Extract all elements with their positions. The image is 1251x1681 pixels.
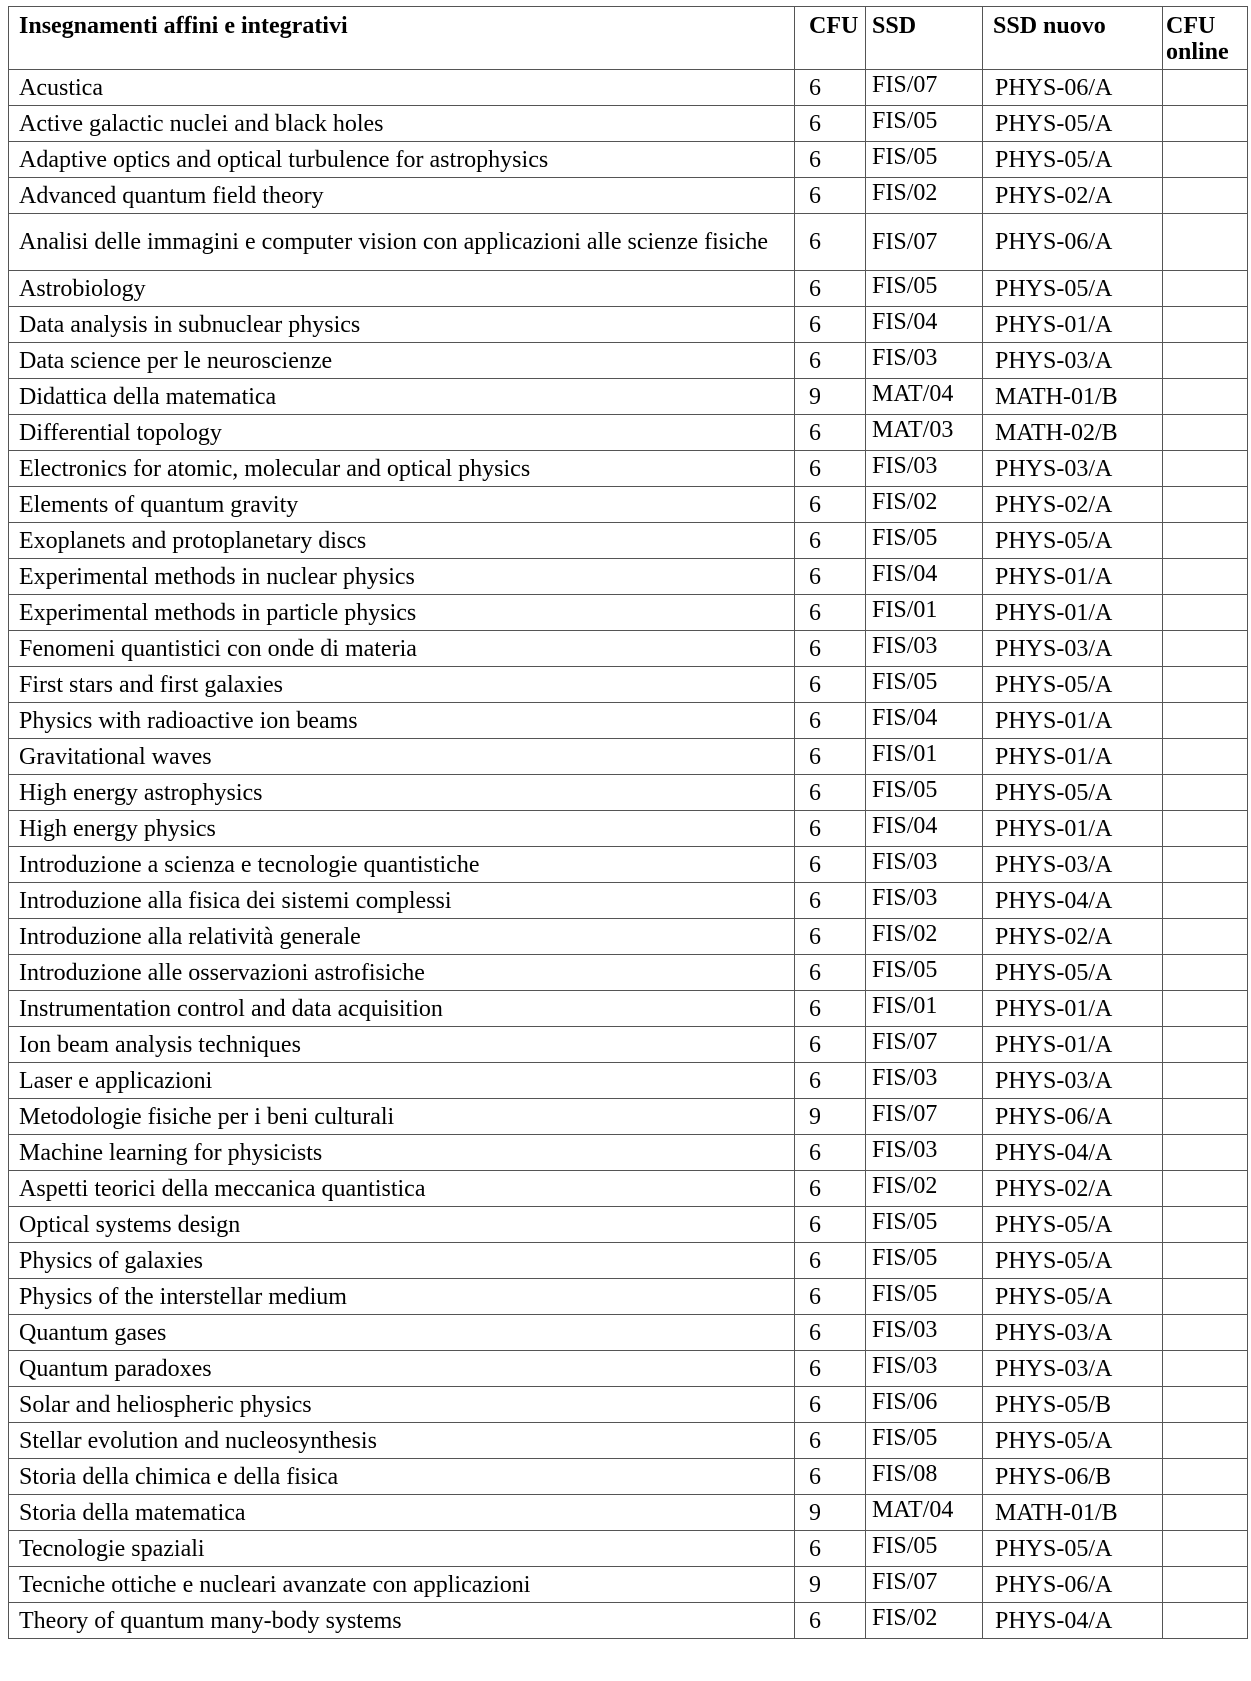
cfu-online-cell — [1163, 667, 1248, 703]
table-row — [9, 919, 1248, 955]
table-row — [9, 1063, 1248, 1099]
course-name-cell: High energy astrophysics — [9, 775, 795, 811]
ssd-cell: FIS/05 — [866, 142, 983, 178]
table-row — [9, 106, 1248, 142]
course-name-cell: Differential topology — [9, 415, 795, 451]
cfu-online-cell — [1163, 703, 1248, 739]
ssd-cell: FIS/06 — [866, 1387, 983, 1423]
course-name-cell: Data science per le neuroscienze — [9, 343, 795, 379]
table-row — [9, 178, 1248, 214]
cfu-cell: 6 — [795, 523, 866, 559]
ssd-nuovo-cell: PHYS-05/A — [983, 142, 1163, 178]
ssd-nuovo-cell: PHYS-05/A — [983, 523, 1163, 559]
course-name-cell: Ion beam analysis techniques — [9, 1027, 795, 1063]
ssd-nuovo-cell: PHYS-02/A — [983, 487, 1163, 523]
course-name-cell: Solar and heliospheric physics — [9, 1387, 795, 1423]
cfu-online-cell — [1163, 307, 1248, 343]
ssd-cell: FIS/01 — [866, 595, 983, 631]
ssd-cell: FIS/03 — [866, 343, 983, 379]
cfu-cell: 6 — [795, 214, 866, 271]
ssd-nuovo-cell: PHYS-01/A — [983, 307, 1163, 343]
table-row — [9, 559, 1248, 595]
table-row — [9, 70, 1248, 106]
course-name-cell: Electronics for atomic, molecular and optical physics — [9, 451, 795, 487]
cfu-online-cell — [1163, 178, 1248, 214]
ssd-cell: FIS/01 — [866, 991, 983, 1027]
ssd-nuovo-cell: PHYS-05/A — [983, 1423, 1163, 1459]
cfu-cell: 6 — [795, 451, 866, 487]
cfu-cell: 6 — [795, 1423, 866, 1459]
ssd-nuovo-cell: PHYS-05/A — [983, 1279, 1163, 1315]
ssd-nuovo-cell: PHYS-05/A — [983, 1207, 1163, 1243]
cfu-online-cell — [1163, 1135, 1248, 1171]
course-name-cell: Introduzione a scienza e tecnologie quantistiche — [9, 847, 795, 883]
course-name-cell: Machine learning for physicists — [9, 1135, 795, 1171]
table-row — [9, 487, 1248, 523]
table-row — [9, 1315, 1248, 1351]
course-name-cell: Elements of quantum gravity — [9, 487, 795, 523]
course-name-cell: Adaptive optics and optical turbulence for astrophysics — [9, 142, 795, 178]
ssd-cell: FIS/02 — [866, 178, 983, 214]
ssd-nuovo-cell: PHYS-05/A — [983, 775, 1163, 811]
ssd-cell: FIS/02 — [866, 1603, 983, 1639]
table-row — [9, 1423, 1248, 1459]
ssd-nuovo-cell: PHYS-06/A — [983, 1099, 1163, 1135]
table-row — [9, 1027, 1248, 1063]
ssd-nuovo-cell: PHYS-04/A — [983, 1135, 1163, 1171]
cfu-cell: 6 — [795, 847, 866, 883]
table-row — [9, 1171, 1248, 1207]
ssd-nuovo-cell: PHYS-05/A — [983, 667, 1163, 703]
cfu-cell: 6 — [795, 1351, 866, 1387]
course-name-cell: Storia della chimica e della fisica — [9, 1459, 795, 1495]
ssd-cell: FIS/05 — [866, 667, 983, 703]
table-body — [9, 70, 1248, 1639]
cfu-online-cell — [1163, 343, 1248, 379]
table-row — [9, 343, 1248, 379]
ssd-cell: FIS/05 — [866, 1423, 983, 1459]
cfu-online-cell — [1163, 919, 1248, 955]
cfu-cell: 6 — [795, 955, 866, 991]
cfu-cell: 6 — [795, 919, 866, 955]
table-row — [9, 379, 1248, 415]
cfu-online-cell — [1163, 415, 1248, 451]
table-row — [9, 1495, 1248, 1531]
cfu-cell: 6 — [795, 415, 866, 451]
ssd-nuovo-cell: PHYS-02/A — [983, 178, 1163, 214]
course-name-cell: Advanced quantum field theory — [9, 178, 795, 214]
ssd-nuovo-cell: PHYS-05/A — [983, 1243, 1163, 1279]
course-name-cell: Storia della matematica — [9, 1495, 795, 1531]
ssd-cell: MAT/03 — [866, 415, 983, 451]
cfu-cell: 6 — [795, 559, 866, 595]
course-name-cell: Acustica — [9, 70, 795, 106]
ssd-cell: FIS/03 — [866, 1135, 983, 1171]
cfu-online-cell — [1163, 847, 1248, 883]
cfu-online-cell — [1163, 523, 1248, 559]
course-name-cell: Introduzione alle osservazioni astrofisiche — [9, 955, 795, 991]
cfu-cell: 6 — [795, 1459, 866, 1495]
cfu-cell: 6 — [795, 106, 866, 142]
ssd-cell: FIS/05 — [866, 775, 983, 811]
course-name-cell: Gravitational waves — [9, 739, 795, 775]
header-course-name: Insegnamenti affini e integrativi — [9, 7, 795, 70]
table-row — [9, 775, 1248, 811]
cfu-online-cell — [1163, 1387, 1248, 1423]
cfu-online-cell — [1163, 1027, 1248, 1063]
cfu-cell: 6 — [795, 1207, 866, 1243]
course-name-cell: First stars and first galaxies — [9, 667, 795, 703]
cfu-online-cell — [1163, 739, 1248, 775]
table-row — [9, 1243, 1248, 1279]
ssd-cell: FIS/05 — [866, 1279, 983, 1315]
ssd-nuovo-cell: PHYS-01/A — [983, 595, 1163, 631]
cfu-cell: 6 — [795, 1171, 866, 1207]
table-row — [9, 1387, 1248, 1423]
cfu-online-cell — [1163, 631, 1248, 667]
table-row — [9, 991, 1248, 1027]
ssd-nuovo-cell: PHYS-06/A — [983, 1567, 1163, 1603]
table-row — [9, 595, 1248, 631]
table-row — [9, 307, 1248, 343]
header-cfu: CFU — [795, 7, 866, 70]
table-row — [9, 1603, 1248, 1639]
table-row — [9, 523, 1248, 559]
cfu-cell: 6 — [795, 739, 866, 775]
cfu-cell: 6 — [795, 1135, 866, 1171]
course-name-cell: Optical systems design — [9, 1207, 795, 1243]
ssd-nuovo-cell: PHYS-06/B — [983, 1459, 1163, 1495]
ssd-cell: FIS/05 — [866, 1207, 983, 1243]
table-row — [9, 214, 1248, 271]
ssd-nuovo-cell: PHYS-04/A — [983, 1603, 1163, 1639]
header-ssd-nuovo: SSD nuovo — [983, 7, 1163, 70]
cfu-cell: 6 — [795, 1387, 866, 1423]
ssd-nuovo-cell: PHYS-03/A — [983, 631, 1163, 667]
ssd-nuovo-cell: PHYS-02/A — [983, 1171, 1163, 1207]
ssd-cell: FIS/02 — [866, 919, 983, 955]
table-row — [9, 703, 1248, 739]
ssd-nuovo-cell: PHYS-01/A — [983, 811, 1163, 847]
cfu-online-cell — [1163, 1063, 1248, 1099]
course-name-cell: Experimental methods in particle physics — [9, 595, 795, 631]
cfu-cell: 6 — [795, 667, 866, 703]
table-row — [9, 1351, 1248, 1387]
cfu-online-cell — [1163, 559, 1248, 595]
table-row — [9, 1135, 1248, 1171]
cfu-cell: 6 — [795, 1243, 866, 1279]
ssd-cell: FIS/03 — [866, 631, 983, 667]
cfu-online-cell — [1163, 1315, 1248, 1351]
course-name-cell: Physics of the interstellar medium — [9, 1279, 795, 1315]
ssd-nuovo-cell: PHYS-05/A — [983, 271, 1163, 307]
cfu-online-cell — [1163, 991, 1248, 1027]
cfu-cell: 6 — [795, 307, 866, 343]
ssd-nuovo-cell: PHYS-02/A — [983, 919, 1163, 955]
cfu-online-cell — [1163, 70, 1248, 106]
cfu-online-cell — [1163, 1423, 1248, 1459]
ssd-nuovo-cell: PHYS-05/A — [983, 1531, 1163, 1567]
ssd-cell: MAT/04 — [866, 1495, 983, 1531]
cfu-cell: 6 — [795, 487, 866, 523]
ssd-cell: FIS/03 — [866, 1351, 983, 1387]
cfu-cell: 6 — [795, 811, 866, 847]
cfu-cell: 6 — [795, 1603, 866, 1639]
ssd-nuovo-cell: PHYS-03/A — [983, 847, 1163, 883]
table-row — [9, 631, 1248, 667]
cfu-online-cell — [1163, 1459, 1248, 1495]
cfu-cell: 6 — [795, 1531, 866, 1567]
course-name-cell: Didattica della matematica — [9, 379, 795, 415]
ssd-nuovo-cell: MATH-01/B — [983, 1495, 1163, 1531]
cfu-online-cell — [1163, 1351, 1248, 1387]
course-name-cell: Exoplanets and protoplanetary discs — [9, 523, 795, 559]
cfu-online-cell — [1163, 271, 1248, 307]
cfu-cell: 6 — [795, 178, 866, 214]
ssd-nuovo-cell: MATH-01/B — [983, 379, 1163, 415]
ssd-nuovo-cell: PHYS-01/A — [983, 559, 1163, 595]
cfu-cell: 9 — [795, 1495, 866, 1531]
ssd-nuovo-cell: PHYS-03/A — [983, 451, 1163, 487]
cfu-online-cell — [1163, 1099, 1248, 1135]
ssd-nuovo-cell: PHYS-05/B — [983, 1387, 1163, 1423]
ssd-nuovo-cell: PHYS-06/A — [983, 70, 1163, 106]
cfu-cell: 6 — [795, 343, 866, 379]
ssd-cell: FIS/07 — [866, 1099, 983, 1135]
ssd-cell: FIS/03 — [866, 1315, 983, 1351]
cfu-cell: 6 — [795, 70, 866, 106]
cfu-cell: 6 — [795, 775, 866, 811]
ssd-cell: FIS/05 — [866, 955, 983, 991]
table-row — [9, 1531, 1248, 1567]
ssd-cell: FIS/07 — [866, 1027, 983, 1063]
ssd-cell: FIS/02 — [866, 1171, 983, 1207]
cfu-cell: 6 — [795, 1063, 866, 1099]
cfu-online-cell — [1163, 955, 1248, 991]
table-row — [9, 955, 1248, 991]
course-name-cell: Active galactic nuclei and black holes — [9, 106, 795, 142]
cfu-online-cell — [1163, 106, 1248, 142]
ssd-cell: MAT/04 — [866, 379, 983, 415]
cfu-online-cell — [1163, 142, 1248, 178]
cfu-cell: 6 — [795, 1027, 866, 1063]
ssd-cell: FIS/05 — [866, 1531, 983, 1567]
course-name-cell: Fenomeni quantistici con onde di materia — [9, 631, 795, 667]
ssd-cell: FIS/04 — [866, 559, 983, 595]
table-row — [9, 1207, 1248, 1243]
cfu-online-cell — [1163, 1495, 1248, 1531]
course-name-cell: Stellar evolution and nucleosynthesis — [9, 1423, 795, 1459]
table-row — [9, 739, 1248, 775]
cfu-online-cell — [1163, 1603, 1248, 1639]
table-row — [9, 811, 1248, 847]
cfu-online-cell — [1163, 1243, 1248, 1279]
courses-table — [8, 6, 1248, 1639]
ssd-nuovo-cell: PHYS-05/A — [983, 955, 1163, 991]
table-row — [9, 1099, 1248, 1135]
course-name-cell: Physics with radioactive ion beams — [9, 703, 795, 739]
course-name-cell: Data analysis in subnuclear physics — [9, 307, 795, 343]
cfu-cell: 6 — [795, 142, 866, 178]
table-row — [9, 415, 1248, 451]
table-row — [9, 142, 1248, 178]
cfu-cell: 9 — [795, 1099, 866, 1135]
table-row — [9, 1459, 1248, 1495]
cfu-cell: 6 — [795, 1279, 866, 1315]
course-name-cell: Tecnologie spaziali — [9, 1531, 795, 1567]
ssd-cell: FIS/03 — [866, 451, 983, 487]
ssd-nuovo-cell: MATH-02/B — [983, 415, 1163, 451]
course-name-cell: Instrumentation control and data acquisition — [9, 991, 795, 1027]
course-name-cell: Tecniche ottiche e nucleari avanzate con applicazioni — [9, 1567, 795, 1603]
cfu-cell: 6 — [795, 703, 866, 739]
cfu-online-cell — [1163, 1207, 1248, 1243]
course-name-cell: Theory of quantum many-body systems — [9, 1603, 795, 1639]
ssd-cell: FIS/05 — [866, 1243, 983, 1279]
header-row — [9, 7, 1248, 70]
ssd-nuovo-cell: PHYS-04/A — [983, 883, 1163, 919]
ssd-cell: FIS/07 — [866, 1567, 983, 1603]
cfu-online-cell — [1163, 451, 1248, 487]
course-name-cell: Aspetti teorici della meccanica quantistica — [9, 1171, 795, 1207]
course-name-cell: Introduzione alla fisica dei sistemi complessi — [9, 883, 795, 919]
ssd-cell: FIS/03 — [866, 847, 983, 883]
ssd-nuovo-cell: PHYS-06/A — [983, 214, 1163, 271]
table-row — [9, 883, 1248, 919]
ssd-nuovo-cell: PHYS-03/A — [983, 343, 1163, 379]
ssd-cell: FIS/07 — [866, 70, 983, 106]
table-row — [9, 847, 1248, 883]
course-name-cell: Astrobiology — [9, 271, 795, 307]
course-name-cell: High energy physics — [9, 811, 795, 847]
ssd-cell: FIS/07 — [866, 214, 983, 271]
ssd-nuovo-cell: PHYS-01/A — [983, 991, 1163, 1027]
cfu-cell: 6 — [795, 991, 866, 1027]
ssd-cell: FIS/01 — [866, 739, 983, 775]
header-cfu-online: CFU online — [1163, 7, 1248, 70]
ssd-cell: FIS/02 — [866, 487, 983, 523]
ssd-nuovo-cell: PHYS-03/A — [983, 1351, 1163, 1387]
cfu-online-cell — [1163, 1567, 1248, 1603]
course-name-cell: Analisi delle immagini e computer vision con applicazioni alle scienze fisiche — [9, 214, 795, 271]
ssd-cell: FIS/05 — [866, 271, 983, 307]
ssd-nuovo-cell: PHYS-03/A — [983, 1063, 1163, 1099]
course-name-cell: Quantum paradoxes — [9, 1351, 795, 1387]
cfu-cell: 6 — [795, 1315, 866, 1351]
ssd-nuovo-cell: PHYS-03/A — [983, 1315, 1163, 1351]
ssd-cell: FIS/03 — [866, 1063, 983, 1099]
cfu-online-cell — [1163, 487, 1248, 523]
ssd-nuovo-cell: PHYS-05/A — [983, 106, 1163, 142]
cfu-cell: 6 — [795, 631, 866, 667]
cfu-online-cell — [1163, 811, 1248, 847]
table-row — [9, 1279, 1248, 1315]
ssd-nuovo-cell: PHYS-01/A — [983, 1027, 1163, 1063]
course-name-cell: Metodologie fisiche per i beni culturali — [9, 1099, 795, 1135]
header-ssd: SSD — [866, 7, 983, 70]
ssd-cell: FIS/05 — [866, 523, 983, 559]
ssd-cell: FIS/04 — [866, 307, 983, 343]
table-row — [9, 667, 1248, 703]
course-name-cell: Physics of galaxies — [9, 1243, 795, 1279]
cfu-online-cell — [1163, 883, 1248, 919]
ssd-cell: FIS/04 — [866, 811, 983, 847]
ssd-nuovo-cell: PHYS-01/A — [983, 703, 1163, 739]
cfu-online-cell — [1163, 214, 1248, 271]
cfu-online-cell — [1163, 1171, 1248, 1207]
cfu-cell: 9 — [795, 1567, 866, 1603]
cfu-cell: 6 — [795, 883, 866, 919]
cfu-cell: 6 — [795, 595, 866, 631]
cfu-online-cell — [1163, 775, 1248, 811]
ssd-cell: FIS/05 — [866, 106, 983, 142]
cfu-online-cell — [1163, 379, 1248, 415]
cfu-cell: 9 — [795, 379, 866, 415]
ssd-cell: FIS/03 — [866, 883, 983, 919]
cfu-cell: 6 — [795, 271, 866, 307]
course-name-cell: Introduzione alla relatività generale — [9, 919, 795, 955]
ssd-cell: FIS/04 — [866, 703, 983, 739]
cfu-online-cell — [1163, 1531, 1248, 1567]
course-name-cell: Experimental methods in nuclear physics — [9, 559, 795, 595]
course-name-cell: Laser e applicazioni — [9, 1063, 795, 1099]
table-row — [9, 451, 1248, 487]
course-name-cell: Quantum gases — [9, 1315, 795, 1351]
ssd-cell: FIS/08 — [866, 1459, 983, 1495]
ssd-nuovo-cell: PHYS-01/A — [983, 739, 1163, 775]
table-row — [9, 1567, 1248, 1603]
table-row — [9, 271, 1248, 307]
cfu-online-cell — [1163, 595, 1248, 631]
cfu-online-cell — [1163, 1279, 1248, 1315]
